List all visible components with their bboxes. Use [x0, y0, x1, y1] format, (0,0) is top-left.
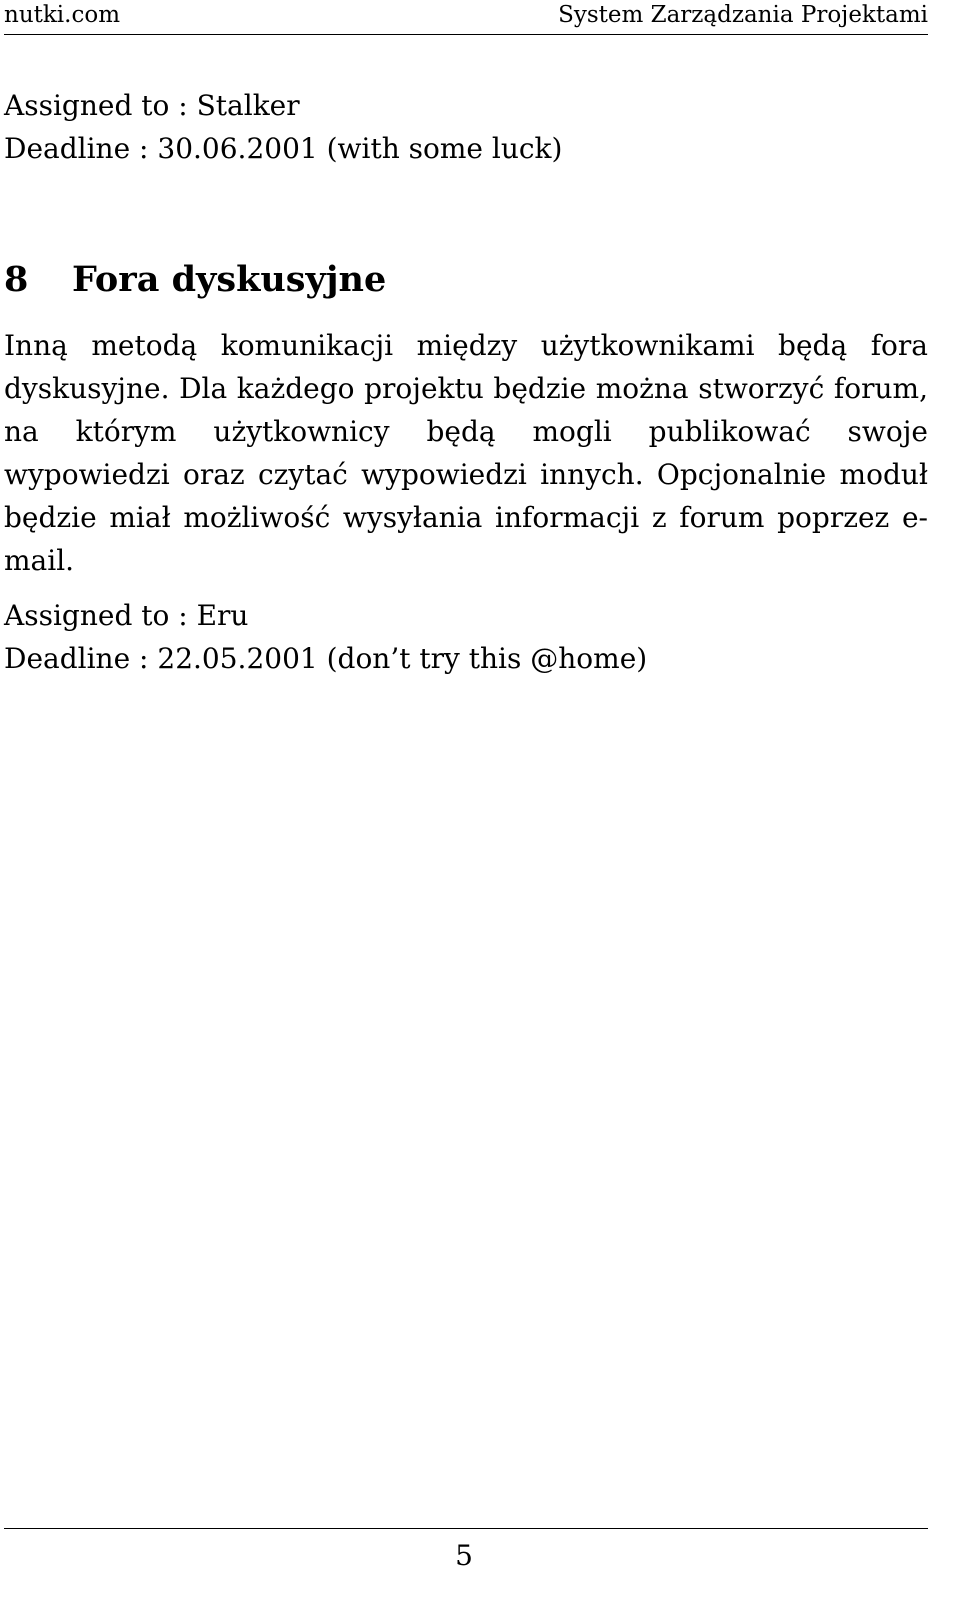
assigned-to-line: Assigned to : Eru	[4, 599, 249, 632]
section-heading	[4, 258, 928, 302]
assigned-to-line: Assigned to : Stalker	[4, 89, 300, 122]
section-title: Fora dyskusyjne	[72, 259, 387, 300]
section-paragraph: Inną metodą komunikacji między użytkownikami będą fora dyskusyjne. Dla każdego projektu będzie można stworzyć forum, na którym użytkownicy będą mogli publikować swoje wypowiedzi oraz czytać wypowiedzi innych. Opcjonalnie moduł będzie miał możliwość wysyłania informacji z forum poprzez e-mail.	[4, 329, 928, 577]
deadline-line: Deadline : 30.06.2001 (with some luck)	[4, 132, 563, 165]
footer-rule	[4, 1528, 928, 1529]
previous-section-assignment	[4, 84, 928, 170]
deadline-line: Deadline : 22.05.2001 (don’t try this @home)	[4, 642, 648, 675]
header-document-title: System Zarządzania Projektami	[558, 2, 928, 28]
header-site-name: nutki.com	[4, 2, 121, 28]
header-rule	[4, 34, 928, 35]
page-content	[4, 84, 928, 680]
page-number: 5	[455, 1539, 473, 1572]
section-assignment	[4, 594, 928, 680]
section-number: 8	[4, 259, 29, 300]
running-header	[4, 2, 928, 32]
